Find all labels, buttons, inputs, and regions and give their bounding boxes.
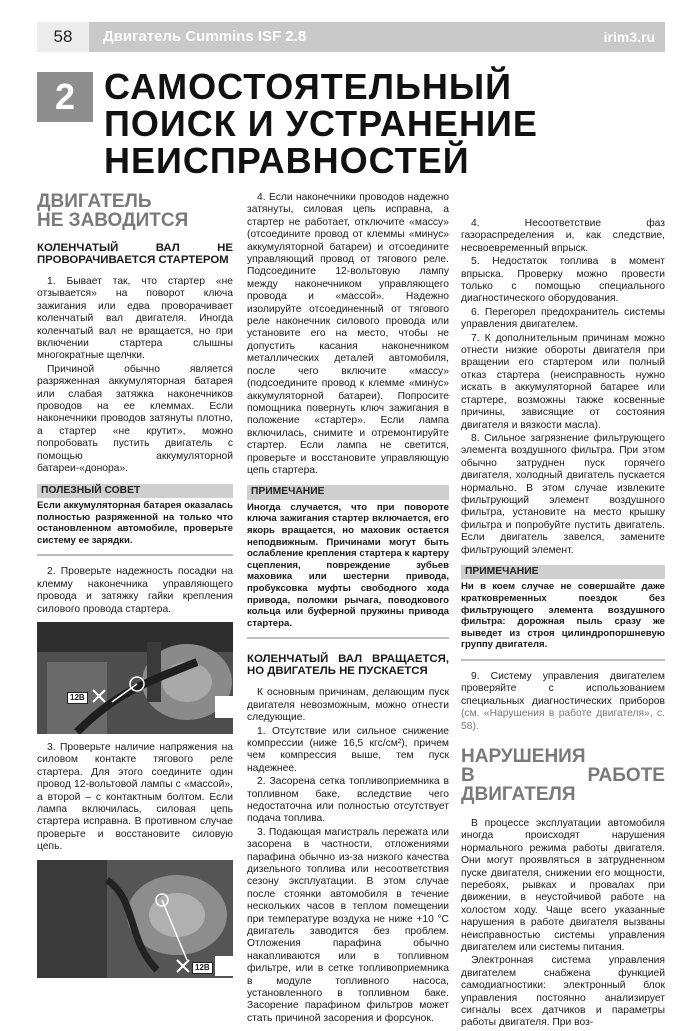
chapter-title	[104, 68, 664, 179]
paragraph: 3. Проверьте наличие напряжения на силовом контакте тягового реле стартера. Для этого соедините один провод 12-вольтовой лампы с «массой», а второй – с контактным болтом. Если лампа включилась, силовая цепь стартера исправна. В противном случае проверьте и восстановите силовую цепь.	[37, 741, 233, 853]
section-heading-line-2: В РАБОТЕ ДВИГАТЕЛЯ	[461, 764, 665, 805]
paragraph: 4. Если наконечники проводов надежно затянуты, силовая цепь исправна, а стартер не работает, отключите «массу» (отсоедините провод от клеммы «минус» аккумуляторной батареи) и отсоедините управляющий провод от тягового реле. Подсоедините 12-вольтовую лампу между наконечником управляющего провода и «массой». Надежно изолируйте отсоединенный от тягового реле наконечник силового провода или установите его на место, чтобы не допустить касания наконечником металлических деталей автомобиля, после чего включите «массу» (подсоедините провод к клемме «минус» аккумуляторной батареи). Попросите помощника повернуть ключ зажигания в положение «стартер». Если лампа включилась, снимите и отремонтируйте стартер. Если лампа не светится, проверьте и восстановите управляющую цепь стартера.	[247, 192, 449, 476]
paragraph: В процессе эксплуатации автомобиля иногда происходят нарушения нормального режима работы двигателя. Они могут проявляться в затрудненном пуске двигателя, снижении его мощности, перебоях, рывках и провалах при движении, в неустойчивой работе на холостом ходу. Чаще всего указанные нарушения в работе двигателя вызваны неисправностью системы управления двигателем или системы питания.	[461, 817, 665, 954]
column-3	[461, 218, 665, 1031]
chapter-title-line-2: ПОИСК И УСТРАНЕНИЕ	[104, 103, 538, 144]
running-title: Двигатель Cummins ISF 2.8	[103, 28, 307, 45]
paragraph: 6. Перегорел предохранитель системы управления двигателем.	[461, 306, 665, 331]
lamp-12v-label: 12В	[67, 692, 88, 704]
paragraph: 4. Несоответствие фаз газораспределения и, как следствие, несвоевременный впрыск.	[461, 218, 665, 254]
site-link[interactable]: irim3.ru	[603, 29, 655, 45]
tip-heading: ПОЛЕЗНЫЙ СОВЕТ	[37, 484, 233, 498]
section-heading	[37, 192, 233, 230]
paragraph: 2. Проверьте надежность посадки на клемму наконечника управляющего провода и затяжку гайки крепления силового провода стартера.	[37, 566, 233, 615]
chapter-title-line-3: НЕИСПРАВНОСТЕЙ	[104, 140, 470, 181]
paragraph: К основным причинам, делающим пуск двигателя невозможным, можно отнести следующие.	[247, 687, 449, 724]
section-heading-line-2: НЕ ЗАВОДИТСЯ	[37, 210, 189, 231]
note-heading: ПРИМЕЧАНИЕ	[461, 565, 665, 579]
chapter-number: 2	[37, 72, 93, 122]
note-body: Ни в коем случае не совершайте даже кратковременных поездок без фильтрующего элемента воздушного фильтра: дорожная пыль сразу же выведет из строя цилиндропоршневую группу двигателя.	[461, 579, 665, 661]
paragraph	[461, 671, 665, 733]
subsection-heading: КОЛЕНЧАТЫЙ ВАЛ НЕ ПРОВОРАЧИВАЕТСЯ СТАРТЕРОМ	[37, 242, 233, 266]
tip-body: Если аккумуляторная батарея оказалась полностью разряженной на только что остановленном автомобиле, проверьте систему ее зарядки.	[37, 498, 233, 556]
lamp-12v-label: 12В	[192, 962, 213, 974]
paragraph: 1. Бывает так, что стартер «не отзывается» на поворот ключа зажигания или едва проворачивает коленчатый вал двигателя. Иногда коленчатый вал не вращается, но при включении стартера слышны многократные щелчки.	[37, 276, 233, 362]
paragraph: Причиной обычно является разряженная аккумуляторная батарея или слабая затяжка наконечников проводов на ее клеммах. Если наконечники проводов затянуты плотно, а стартер «не крутит», можно попробовать пустить двигатель с помощью аккумуляторной батареи-«донора».	[37, 363, 233, 475]
starter-photo-1	[37, 622, 233, 734]
paragraph: 5. Недостаток топлива в момент впрыска. Проверку можно провести только с помощью специального диагностического оборудования.	[461, 256, 665, 305]
paragraph-text: 9. Систему управления двигателем проверяйте с использованием специальных диагностических приборов	[461, 670, 665, 707]
paragraph: 7. К дополнительным причинам можно отнести низкие обороты двигателя при вращении его стартером или полный отказ стартера (неисправность нужно искать в аккумуляторной батарее или стартере, возможны также косвенные причины, зависящие от состояния двигателя и вязкости масла).	[461, 332, 665, 431]
running-header	[37, 22, 665, 52]
section-heading	[461, 747, 665, 804]
starter-photo-2	[37, 860, 233, 978]
note-body: Иногда случается, что при повороте ключа зажигания стартер включается, его якорь вращается, но маховик остается неподвижным. Причинами могут быть ослабление крепления стартера к картеру сцепления, повреждение зубьев маховика или шестерни привода, пробуксовка муфты свободного хода привода, поломки рычага, поводкового кольца или буферной пружины привода стартера.	[247, 500, 449, 640]
engine-illustration-2	[37, 860, 233, 978]
engine-illustration-1	[37, 622, 233, 734]
column-2	[247, 192, 449, 1026]
chapter-title-line-1: САМОСТОЯТЕЛЬНЫЙ	[104, 66, 512, 107]
paragraph: 2. Засорена сетка топливоприемника в топливном баке, вследствие чего недостаточна или полностью отсутствует подача топлива.	[247, 776, 449, 825]
note-heading: ПРИМЕЧАНИЕ	[247, 485, 449, 499]
section-heading-line-1: ДВИГАТЕЛЬ	[37, 191, 152, 212]
page-number: 58	[37, 22, 89, 52]
paragraph: 1. Отсутствие или сильное снижение компрессии (ниже 16,5 кгс/см²), причем чем компрессия выше, тем пуск надежнее.	[247, 725, 449, 774]
paragraph: 8. Сильное загрязнение фильтрующего элемента воздушного фильтра. При этом обычно затруднен пуск горячего двигателя, холодный двигатель пускается нормально. В этом случае извлеките фильтрующий элемент воздушного фильтра, установите на место крышку фильтра и попробуйте пустить двигатель. Если двигатель завелся, замените фильтрующий элемент.	[461, 432, 665, 556]
cross-reference[interactable]: (см. «Нарушения в работе двигателя», с. 58).	[461, 708, 665, 732]
paragraph: Электронная система управления двигателем снабжена функцией самодиагностики: электронный блок управления постоянно анализирует сигналы всех датчиков и параметры работы двигателя. При воз-	[461, 955, 665, 1029]
column-1	[37, 192, 233, 986]
paragraph: 3. Подающая магистраль пережата или засорена в частности, отложениями парафина обычно из-за низкого качества дизельного топлива или несоответствия сезону эксплуатации. В этом случае после стоянки автомобиля в течение нескольких часов в теплом помещении при температуре воздуха не ниже +10 °С двигатель заводится без проблем. Отложения парафина обычно накапливаются или в топливном фильтре, или в сетке топливоприемника в модуле топливного насоса, установленного в топливном баке. Засорение парафином фильтров может стать причиной засорения и форсунок.	[247, 826, 449, 1024]
subsection-heading: КОЛЕНЧАТЫЙ ВАЛ ВРАЩАЕТСЯ, НО ДВИГАТЕЛЬ НЕ ПУСКАЕТСЯ	[247, 653, 449, 678]
section-heading-line-1: НАРУШЕНИЯ	[461, 745, 586, 767]
